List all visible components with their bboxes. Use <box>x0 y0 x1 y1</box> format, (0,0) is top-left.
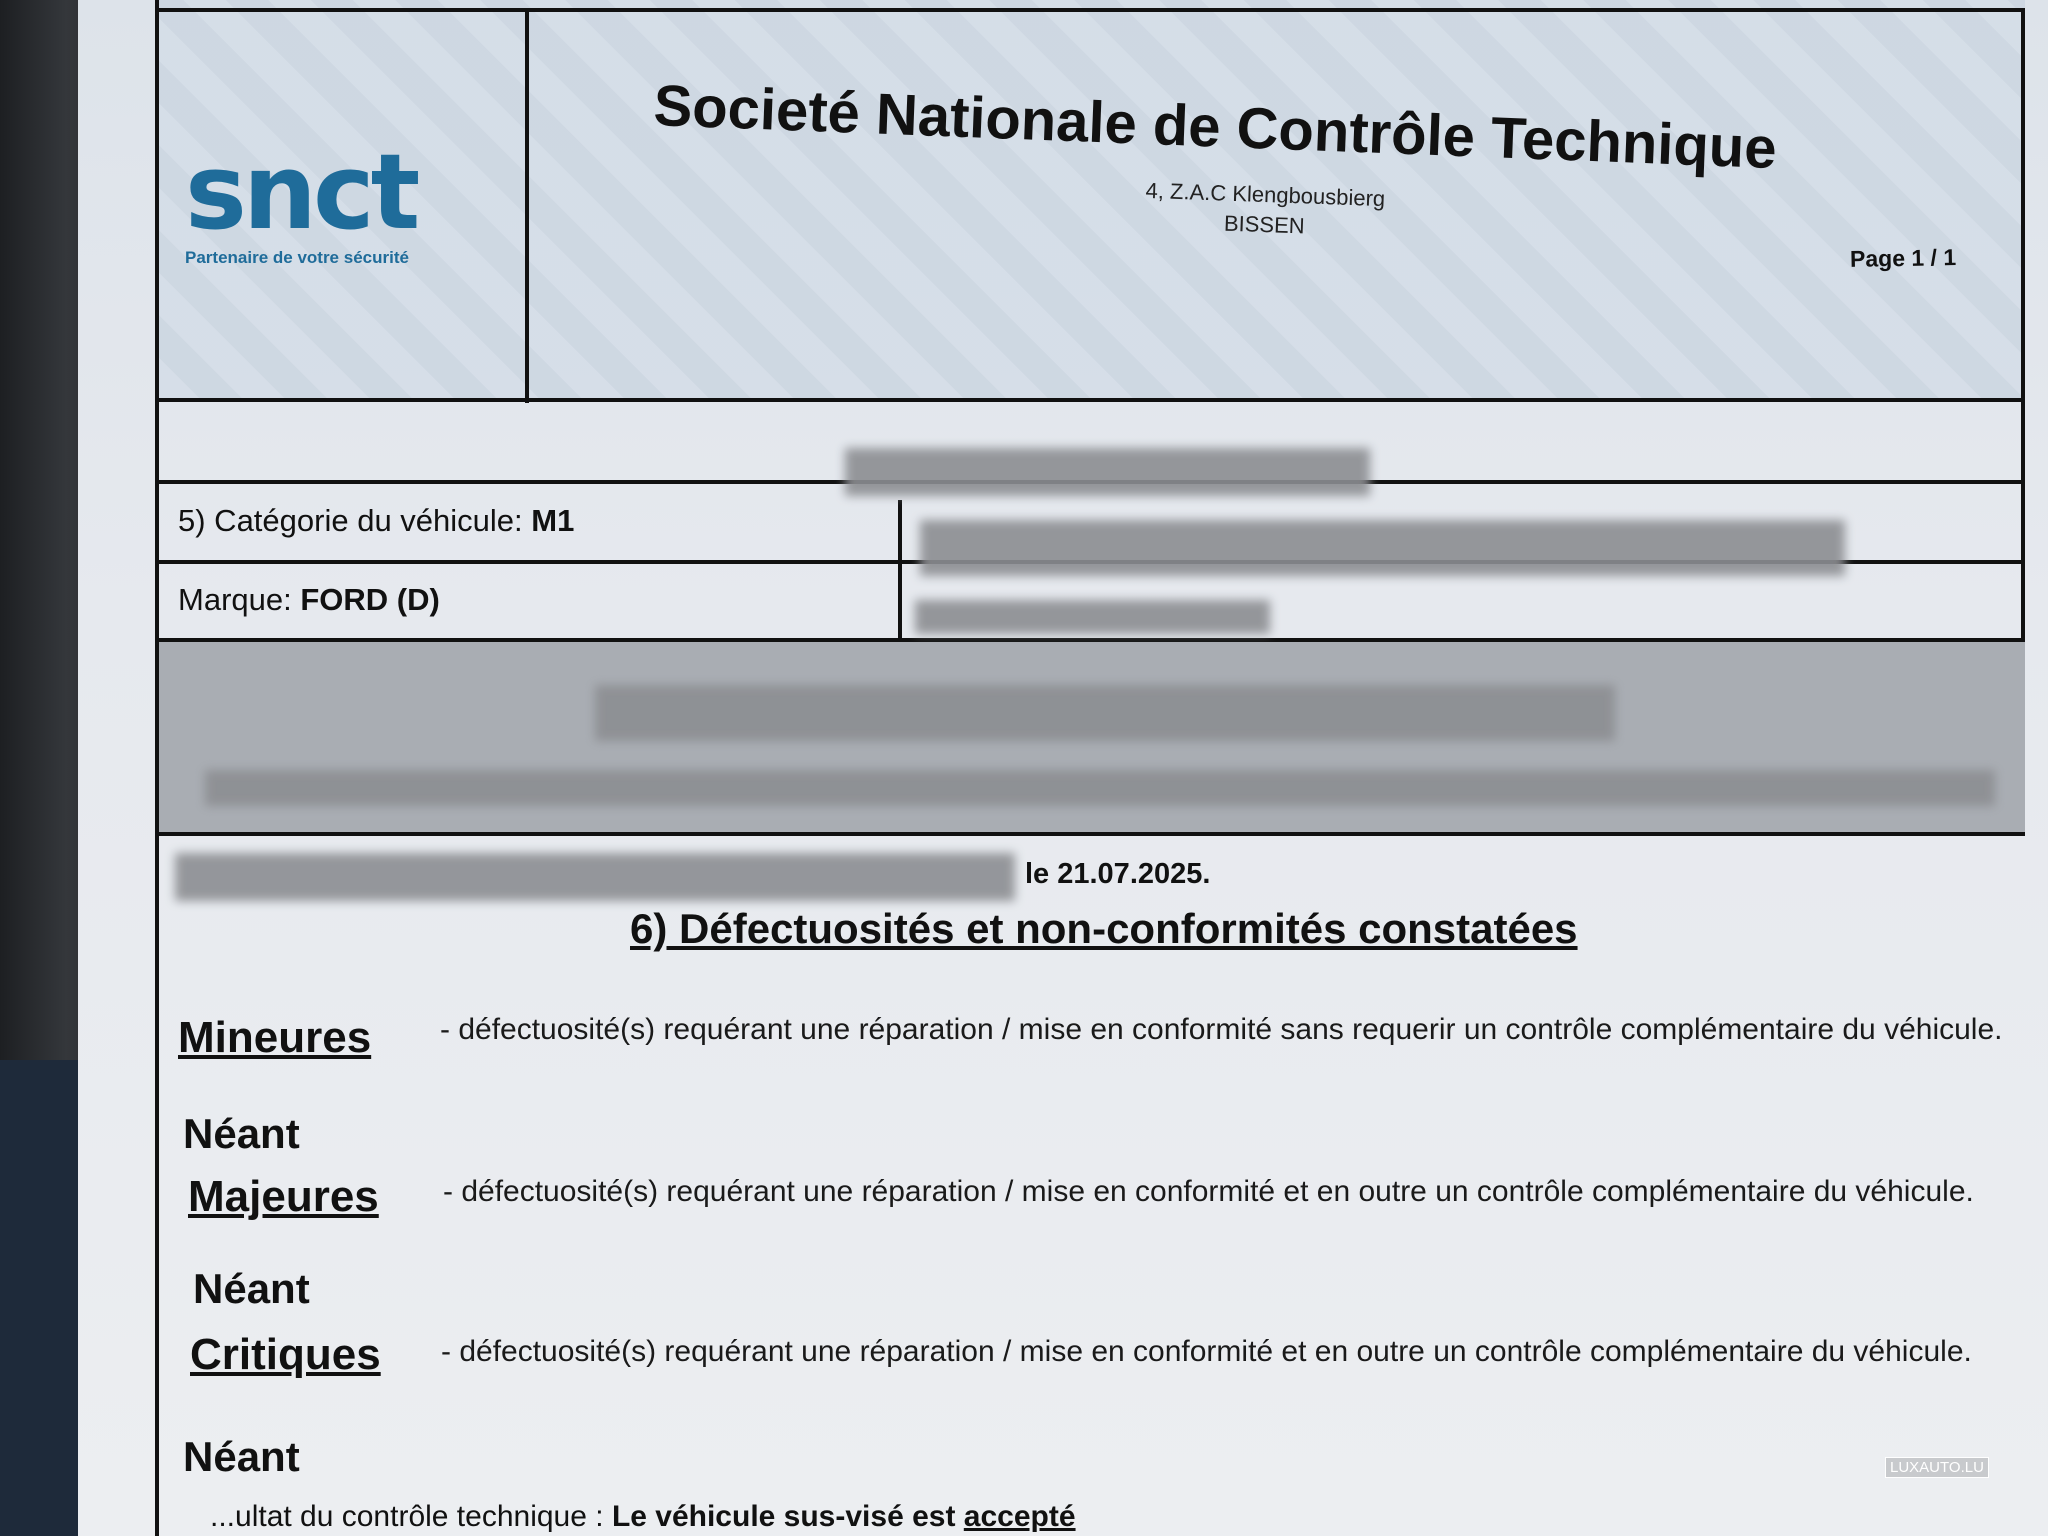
redacted-field-5 <box>205 770 1995 806</box>
frame-top-border <box>155 8 2025 12</box>
category-minor-label: Mineures <box>178 1013 372 1062</box>
page-number: Page 1 / 1 <box>1849 244 1957 272</box>
category-major-label: Majeures <box>188 1172 379 1221</box>
category-major-description: - défectuosité(s) requérant une réparation / mise en conformité et en outre un contrôle complémentaire du véhicule. <box>443 1175 1974 1208</box>
category-critical-label: Critiques <box>190 1330 381 1379</box>
organisation-address <box>1144 176 1386 244</box>
address-line-2: BISSEN <box>1223 210 1306 239</box>
category-label: 5) Catégorie du véhicule: <box>178 503 523 538</box>
brand-label: Marque: <box>178 582 292 617</box>
conclusion-verdict: accepté <box>963 1500 1076 1533</box>
logo-divider <box>525 8 529 403</box>
redacted-field-4 <box>595 685 1615 741</box>
vehicle-table-divider <box>898 500 902 640</box>
redacted-field-6 <box>175 853 1015 901</box>
redacted-field-3 <box>915 600 1270 634</box>
conclusion-statement: Le véhicule sus-visé est <box>611 1500 956 1533</box>
category-minor-description: - défectuosité(s) requérant une réparation / mise en conformité sans requerir un contrôle complémentaire du véhicule. <box>440 1013 2003 1046</box>
organisation-title: Societé Nationale de Contrôle Technique <box>652 72 1778 182</box>
category-critical-description: - défectuosité(s) requérant une réparation / mise en conformité et en outre un contrôle complémentaire du véhicule. <box>441 1335 1972 1368</box>
clothing-background <box>0 1060 90 1536</box>
defects-section-title: 6) Défectuosités et non-conformités constatées <box>630 905 1578 952</box>
header-bottom-line <box>155 398 2025 402</box>
address-line-1: 4, Z.A.C Klengbousbierg <box>1145 177 1386 212</box>
luxauto-watermark: LUXAUTO.LU <box>1885 1457 1989 1478</box>
redacted-field-2 <box>920 520 1845 576</box>
brand-cell <box>178 582 440 618</box>
conclusion-line <box>210 1500 1076 1534</box>
inspection-date: le 21.07.2025. <box>1025 858 1211 890</box>
snct-logo <box>185 131 505 280</box>
category-critical-result: Néant <box>183 1433 300 1480</box>
category-major-result: Néant <box>193 1265 310 1312</box>
logo-wordmark: snct <box>185 131 417 253</box>
redacted-field-1 <box>845 448 1370 496</box>
conclusion-prefix: ...ultat du contrôle technique : <box>210 1500 604 1533</box>
category-minor-result: Néant <box>183 1110 300 1157</box>
category-cell <box>178 503 574 539</box>
logo-tagline: Partenaire de votre sécurité <box>185 248 409 267</box>
brand-value: FORD (D) <box>300 582 440 617</box>
row-line-4 <box>155 832 2025 836</box>
category-value: M1 <box>531 503 575 538</box>
